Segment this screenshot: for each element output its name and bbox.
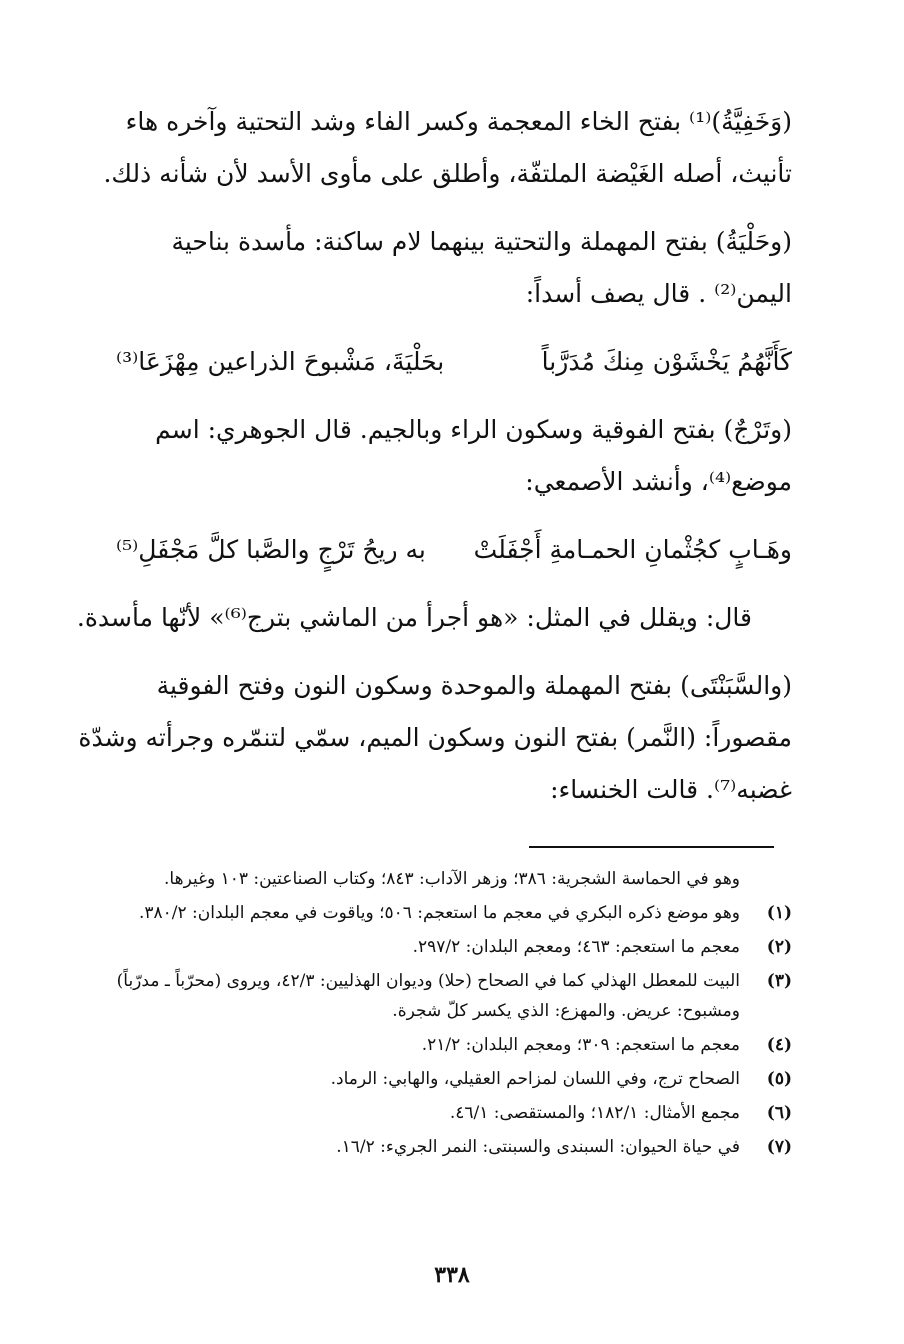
footnote-text: معجم ما استعجم: ٣٠٩؛ ومعجم البلدان: ٢١/٢. [421,1035,740,1055]
page-number: ٣٣٨ [434,1262,470,1288]
footnote-text: وهو في الحماسة الشجرية: ٣٨٦؛ وزهر الآداب: ٨٤٣؛ وكتاب الصناعتين: ١٠٣ وغيرها. [164,869,740,889]
footnote-number: (٦) [766,1103,792,1123]
verse-second-hemistich: به ريحُ تَرْجٍ والصَّبا كلَّ مَجْفَلِ⁽⁵⁾ [116,535,426,564]
paragraph-halya [116,216,792,320]
text-line: تأنيث، أصله الغَيْضة الملتفّة، وأطلق على مأوى الأسد لأن شأنه ذلك. [103,159,792,188]
text-line: (وحَلْيَةُ) بفتح المهملة والتحتية بينهما لام ساكنة: مأسدة بناحية [171,227,792,256]
proverb-line: قال: ويقلل في المثل: «هو أجرأ من الماشي بترج⁽⁶⁾» لأنّها مأسدة. [76,603,752,632]
footnotes [116,864,792,1166]
footnote-text: في حياة الحيوان: السبندى والسبنتى: النمر الجريء: ١٦/٢. [336,1137,740,1157]
verse-second-hemistich: بحَلْيَةَ، مَشْبوحَ الذراعين مِهْزَعَا⁽³⁾ [116,347,445,376]
footnote-2 [116,932,792,962]
text-line: (وَخَفِيَّةُ)⁽¹⁾ بفتح الخاء المعجمة وكسر الفاء وشد التحتية وآخره هاء [125,107,792,136]
verse-tarj [116,524,792,576]
footnote-text: البيت للمعطل الهذلي كما في الصحاح (حلا) وديوان الهذليين: ٤٢/٣، ويروى (محرّباً ـ مدرّباً) ومشبوح: عريض. والمهزع: الذي يكسر كلّ شجرة. [116,971,740,1021]
verse-first-hemistich: وهَـابٍ كجُثْمانِ الحمـامةِ أَجْفَلَتْ [473,535,792,564]
footnote-text: مجمع الأمثال: ١٨٢/١؛ والمستقصى: ٤٦/١. [449,1103,740,1123]
footnote-number: (١) [766,903,792,923]
footnote-6 [116,1098,792,1128]
paragraph-khafiyya [103,96,792,200]
text-line: اليمن⁽²⁾ . قال يصف أسداً: [525,279,792,308]
text-line: غضبه⁽⁷⁾. قالت الخنساء: [550,775,792,804]
footnote-text: وهو موضع ذكره البكري في معجم ما استعجم: ٥٠٦؛ وياقوت في معجم البلدان: ٣٨٠/٢. [138,903,740,923]
footnote-number: (٣) [766,971,792,991]
main-text [76,96,792,816]
verse-first-hemistich: كَأَنَّهُمُ يَخْشَوْن مِنكَ مُدَرَّباً [541,347,792,376]
text-line: مقصوراً: (النَّمر) بفتح النون وسكون الميم، سمّي لتنمّره وجرأته وشدّة [78,723,792,752]
verse-halya [116,336,792,388]
text-line: (وتَرْجٌ) بفتح الفوقية وسكون الراء وبالجيم. قال الجوهري: اسم [155,415,792,444]
footnote-3 [116,966,792,1026]
footnote-text: معجم ما استعجم: ٤٦٣؛ ومعجم البلدان: ٢٩٧/٢. [412,937,740,957]
footnote-4 [116,1030,792,1060]
footnote-number: (٢) [766,937,792,957]
footnote-continuation [116,864,792,894]
footnote-separator [529,846,774,848]
text-line: (والسَّبَنْتَى) بفتح المهملة والموحدة وسكون النون وفتح الفوقية [156,671,792,700]
paragraph-sabanta [78,660,792,816]
paragraph-tarj [116,404,792,508]
footnote-number: (٥) [766,1069,792,1089]
footnote-1 [116,898,792,928]
footnote-7 [116,1132,792,1162]
text-line: موضع⁽⁴⁾، وأنشد الأصمعي: [525,467,792,496]
footnote-number: (٧) [766,1137,792,1157]
footnote-5 [116,1064,792,1094]
footnote-text: الصحاح ترج، وفي اللسان لمزاحم العقيلي، والهابي: الرماد. [330,1069,740,1089]
footnote-number: (٤) [766,1035,792,1055]
